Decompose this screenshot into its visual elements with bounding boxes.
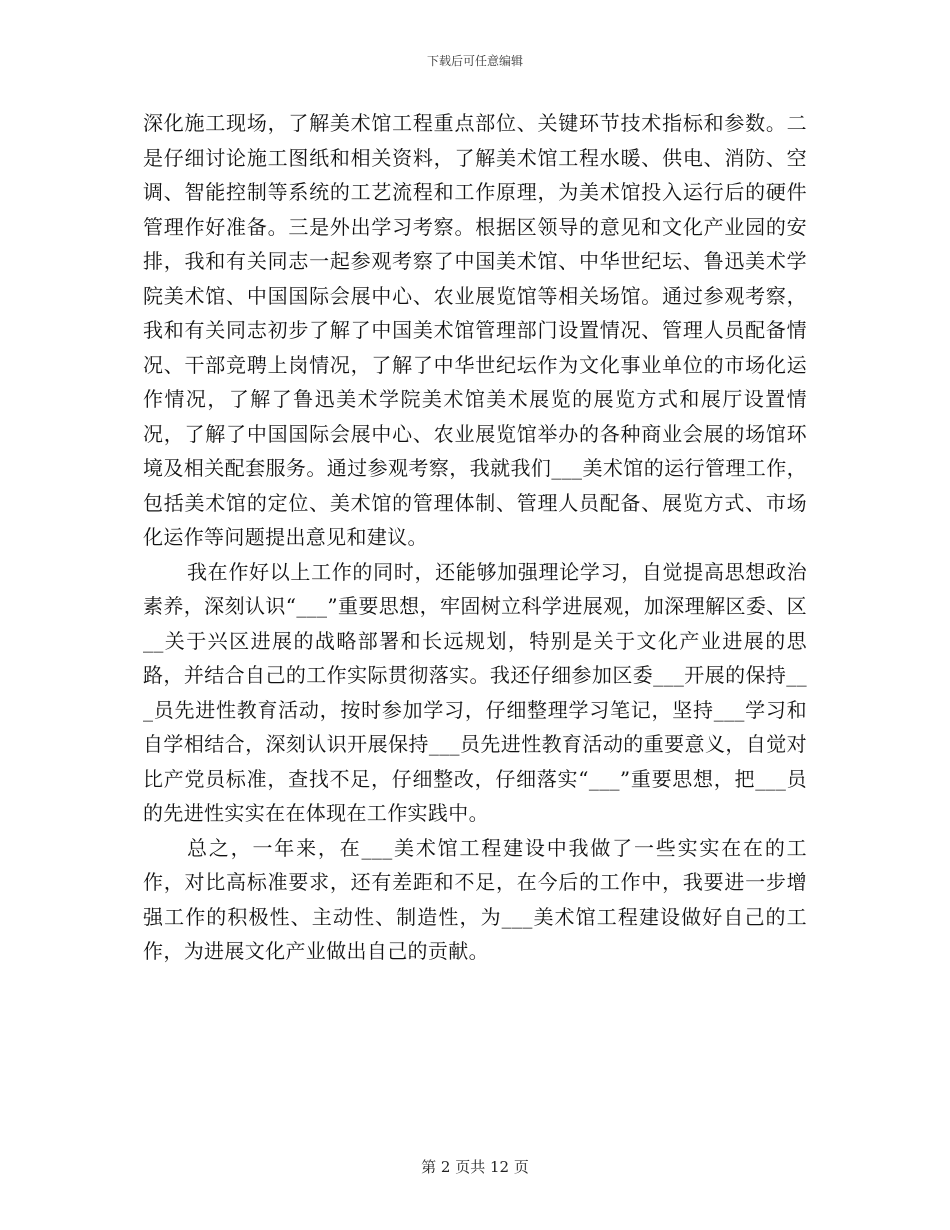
page-header-note: 下载后可任意编辑 <box>426 54 523 68</box>
paragraph-3: 总之，一年来，在___美术馆工程建设中我做了一些实实在在的工作，对比高标准要求，还有差距和不足，在今后的工作中，我要进一步增强工作的积极性、主动性、制造性，为___美术馆工程建设做好自己的工作，为进展文化产业做出自己的贡献。 <box>143 835 807 963</box>
page-number: 第 2 页共 12 页 <box>421 1158 529 1176</box>
document-body <box>143 106 807 969</box>
paragraph-2: 我在作好以上工作的同时，还能够加强理论学习，自觉提高思想政治素养，深刻认识“___”重要思想，牢固树立科学进展观，加深理解区委、区__关于兴区进展的战略部署和长远规划，特别是关于文化产业进展的思路，并结合自己的工作实际贯彻落实。我还仔细参加区委___开展的保持___员先进性教育活动，按时参加学习，仔细整理学习笔记，坚持___学习和自学相结合，深刻认识开展保持___员先进性教育活动的重要意义，自觉对比产党员标准，查找不足，仔细整改，仔细落实“___”重要思想，把___员的先进性实实在在体现在工作实践中。 <box>143 559 807 825</box>
paragraph-1: 深化施工现场，了解美术馆工程重点部位、关键环节技术指标和参数。二是仔细讨论施工图纸和相关资料，了解美术馆工程水暖、供电、消防、空调、智能控制等系统的工艺流程和工作原理，为美术馆投入运行后的硬件管理作好准备。三是外出学习考察。根据区领导的意见和文化产业园的安排，我和有关同志一起参观考察了中国美术馆、中华世纪坛、鲁迅美术学院美术馆、中国国际会展中心、农业展览馆等相关场馆。通过参观考察，我和有关同志初步了解了中国美术馆管理部门设置情况、管理人员配备情况、干部竞聘上岗情况，了解了中华世纪坛作为文化事业单位的市场化运作情况，了解了鲁迅美术学院美术馆美术展览的展览方式和展厅设置情况，了解了中国国际会展中心、农业展览馆举办的各种商业会展的场馆环境及相关配套服务。通过参观考察，我就我们___美术馆的运行管理工作，包括美术馆的定位、美术馆的管理体制、管理人员配备、展览方式、市场化运作等问题提出意见和建议。 <box>143 111 807 549</box>
